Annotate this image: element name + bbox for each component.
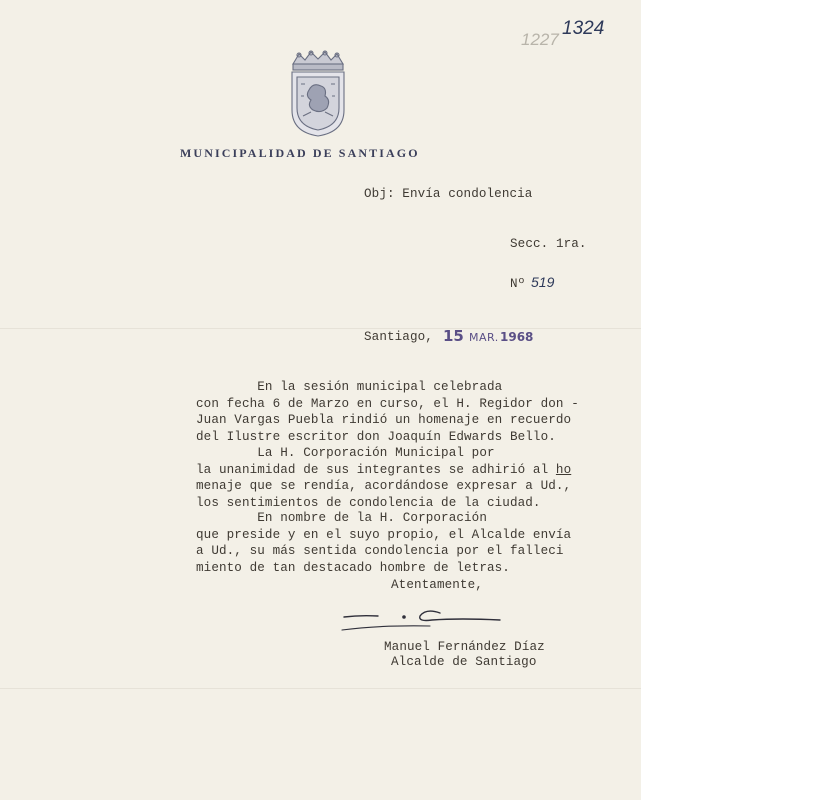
number-label: Nº [510, 277, 526, 291]
body-line: con fecha 6 de Marzo en curso, el H. Regidor don - [196, 396, 579, 411]
institution-name: MUNICIPALIDAD DE SANTIAGO [180, 146, 420, 160]
coat-of-arms-icon [289, 50, 347, 138]
subject-line: Obj: Envía condolencia [364, 187, 533, 201]
body-paragraph-1 [196, 379, 579, 445]
date-stamp-year: 1968 [500, 330, 534, 344]
date-stamp-month: MAR. [469, 331, 499, 344]
signatory-name: Manuel Fernández Díaz [384, 640, 545, 654]
body-line: En nombre de la H. Corporación [196, 511, 487, 525]
signatory-title: Alcalde de Santiago [391, 655, 537, 669]
body-line-text: la unanimidad de sus integrantes se adhirió al [196, 462, 556, 477]
body-paragraph-3 [196, 510, 571, 576]
body-line: Juan Vargas Puebla rindió un homenaje en recuerdo [196, 413, 572, 427]
body-line: los sentimientos de condolencia de la ciudad. [196, 495, 541, 510]
body-line-underlined: ho [555, 462, 572, 477]
section-label: Secc. 1ra. [510, 237, 587, 251]
body-line: miento de tan destacado hombre de letras. [196, 560, 510, 575]
archive-number-faint: 1227 [521, 30, 559, 49]
paper-fold-line [0, 688, 641, 689]
body-line: menaje que se rendía, acordándose expresar a Ud., [196, 479, 572, 493]
body-line: En la sesión municipal celebrada [196, 380, 503, 394]
archive-number: 1324 [562, 18, 605, 39]
paper-fold-line [0, 328, 641, 329]
body-line: a Ud., su más sentida condolencia por el falleci [196, 544, 564, 558]
body-paragraph-2 [196, 445, 571, 511]
body-line: del Ilustre escritor don Joaquín Edwards Bello. [196, 429, 556, 444]
number-value: 519 [531, 274, 555, 290]
closing: Atentamente, [391, 578, 483, 592]
body-line: que preside y en el suyo propio, el Alcalde envía [196, 527, 572, 542]
body-line [196, 462, 571, 479]
place: Santiago, [364, 330, 433, 344]
body-line: La H. Corporación Municipal por [196, 446, 495, 460]
signature-icon [340, 600, 510, 636]
date-stamp-day: 15 [443, 327, 464, 345]
